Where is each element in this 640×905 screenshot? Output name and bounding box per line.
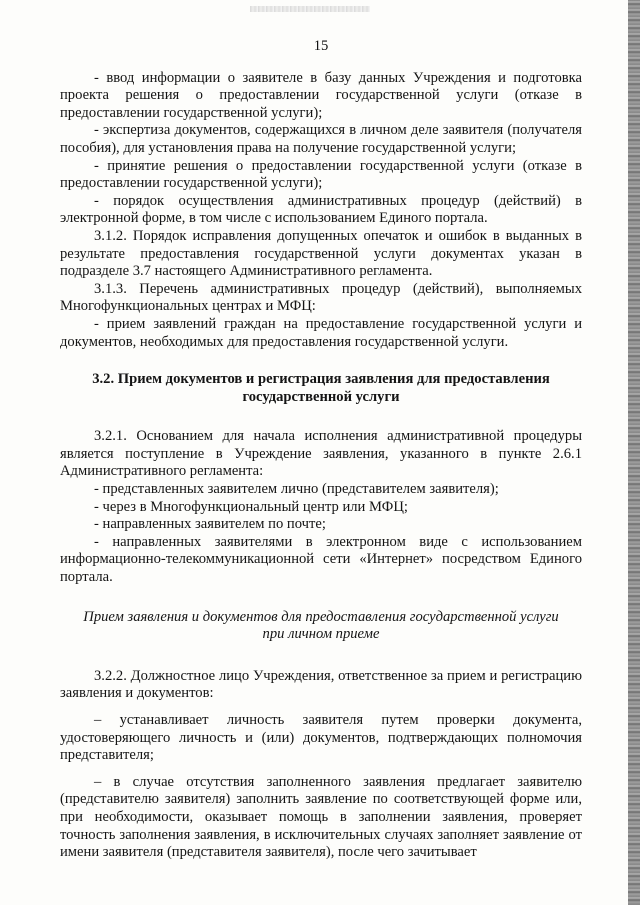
paragraph: – устанавливает личность заявителя путем проверки документа, удостоверяющего личность и (или) документов, подтверждающих полномочия представителя; (60, 712, 582, 764)
section-heading-line: государственной услуги (242, 388, 400, 405)
page-number: 15 (313, 38, 329, 54)
paragraph: - порядок осуществления административных процедур (действий) в электронной форме, в том числе с использованием Единого портала. (60, 192, 582, 227)
scan-edge (628, 0, 640, 905)
paragraph: 3.2.1. Основанием для начала исполнения административной процедуры является поступление в Учреждение заявления, указанного в пункте 2.6.1 Административного регламента: (60, 428, 582, 480)
section-heading-line: 3.2. Прием документов и регистрация заявления для предоставления (92, 371, 550, 388)
subsection-heading-line: Прием заявления и документов для предоставления государственной услуги (83, 608, 559, 625)
paragraph: 3.2.2. Должностное лицо Учреждения, ответственное за прием и регистрацию заявления и документов: (60, 667, 582, 702)
paragraph: - прием заявлений граждан на предоставление государственной услуги и документов, необходимых для предоставления государственной услуги. (60, 315, 582, 350)
subsection-heading (60, 609, 582, 644)
paragraph: 3.1.2. Порядок исправления допущенных опечаток и ошибок в выданных в результате предоставления государственной услуги документах указан в подразделе 3.7 настоящего Административного регламента. (60, 227, 582, 280)
paragraph: - направленных заявителем по почте; (94, 516, 326, 533)
paragraph: - представленных заявителем лично (представителем заявителя); (94, 481, 499, 498)
paragraph: - экспертиза документов, содержащихся в личном деле заявителя (получателя пособия), для установления права на получение государственной услуги; (60, 122, 582, 156)
paragraph: - направленных заявителями в электронном виде с использованием информационно-телекоммуникационной сети «Интернет» посредством Единого портала. (60, 533, 582, 586)
document-page (60, 38, 582, 862)
paragraph: - ввод информации о заявителе в базу данных Учреждения и подготовка проекта решения о предоставлении государственной услуги (отказе в предоставлении государственной услуги); (60, 69, 582, 121)
section-heading (60, 371, 582, 406)
subsection-heading-line: при личном приеме (262, 626, 380, 643)
paragraph: – в случае отсутствия заполненного заявления предлагает заявителю (представителю заявителя) заполнить заявление по соответствующей форме или, при необходимости, оказывает помощь в заполнении заявления, проверяет точность заполнения заявления, в исключительных случаях заполняет заявление от имени заявителя (представителя заявителя), после чего зачитывает (60, 773, 582, 861)
paragraph: 3.1.3. Перечень административных процедур (действий), выполняемых Многофункциональных центрах и МФЦ: (60, 280, 582, 315)
scan-artifact-top (250, 6, 370, 12)
paragraph: - через в Многофункциональный центр или МФЦ; (94, 498, 408, 515)
paragraph: - принятие решения о предоставлении государственной услуги (отказе в предоставлении государственной услуги); (60, 157, 582, 192)
